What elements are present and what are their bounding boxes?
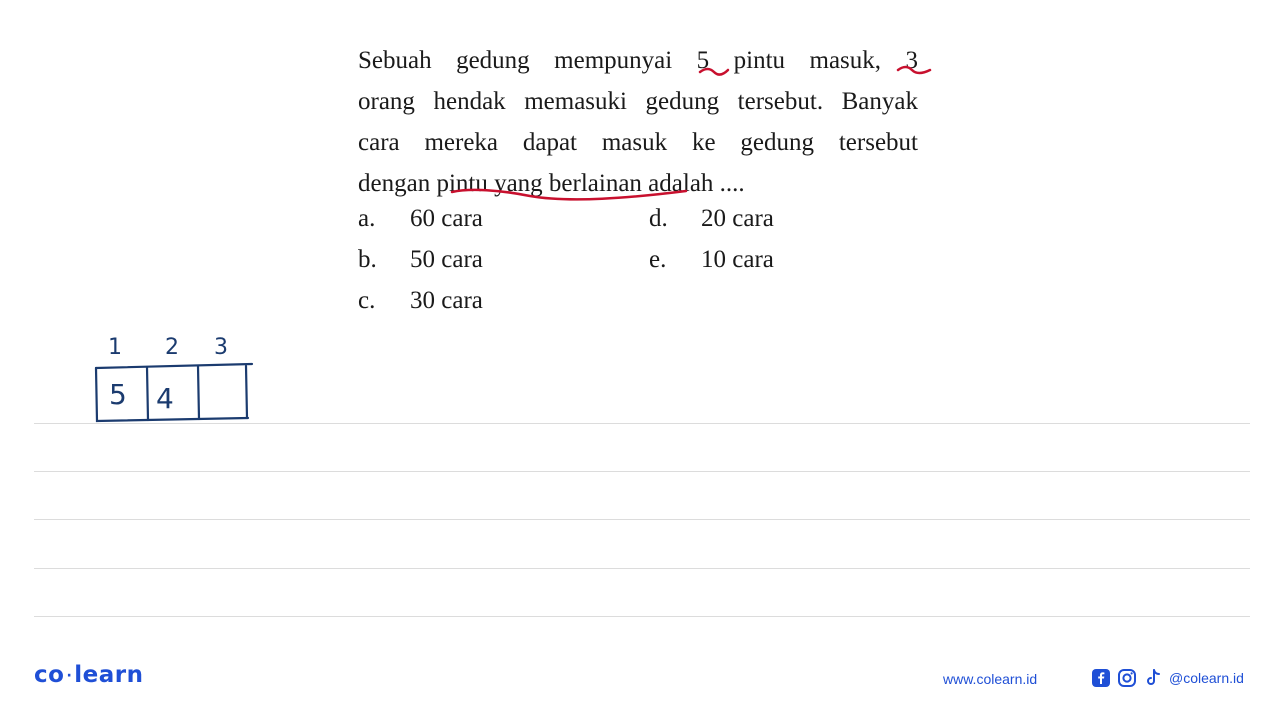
option-e[interactable] bbox=[649, 245, 774, 275]
ruled-line bbox=[34, 423, 1250, 424]
ruled-line bbox=[34, 568, 1250, 569]
ruled-line bbox=[34, 616, 1250, 617]
option-c[interactable] bbox=[358, 286, 483, 316]
option-e-letter: e. bbox=[649, 246, 667, 273]
question-line-1: Sebuah gedung mempunyai 5 pintu masuk, 3 bbox=[358, 47, 918, 74]
position-label-2: 2 bbox=[165, 335, 179, 360]
answer-boxes bbox=[96, 364, 252, 421]
facebook-icon[interactable] bbox=[1091, 668, 1111, 688]
instagram-icon[interactable] bbox=[1117, 668, 1137, 688]
question-line-4: dengan pintu yang berlainan adalah .... bbox=[358, 170, 745, 197]
question-line-2: orang hendak memasuki gedung tersebut. Banyak bbox=[358, 88, 918, 115]
option-d[interactable] bbox=[649, 204, 774, 234]
tiktok-icon[interactable] bbox=[1143, 668, 1163, 688]
website-link[interactable]: www.colearn.id bbox=[943, 671, 1038, 687]
social-handle[interactable]: @colearn.id bbox=[1169, 670, 1244, 686]
position-label-1: 1 bbox=[108, 335, 122, 360]
logo-learn: learn bbox=[74, 662, 144, 688]
option-e-text: 10 cara bbox=[701, 246, 774, 273]
option-d-letter: d. bbox=[649, 205, 668, 232]
position-label-3: 3 bbox=[214, 335, 228, 360]
option-b[interactable] bbox=[358, 245, 483, 275]
option-a-letter: a. bbox=[358, 205, 376, 232]
logo-co: co bbox=[34, 662, 65, 688]
option-b-letter: b. bbox=[358, 246, 377, 273]
option-c-letter: c. bbox=[358, 287, 376, 314]
question-text bbox=[358, 40, 918, 204]
question-line-3: cara mereka dapat masuk ke gedung tersebut bbox=[358, 129, 918, 156]
option-a-text: 60 cara bbox=[410, 205, 483, 232]
option-c-text: 30 cara bbox=[410, 287, 483, 314]
option-b-text: 50 cara bbox=[410, 246, 483, 273]
ruled-line bbox=[34, 519, 1250, 520]
box-value-1: 5 bbox=[109, 378, 127, 411]
option-d-text: 20 cara bbox=[701, 205, 774, 232]
ruled-line bbox=[34, 471, 1250, 472]
social-links bbox=[1091, 668, 1244, 688]
box-value-2: 4 bbox=[156, 382, 174, 415]
colearn-logo[interactable]: co ·learn bbox=[34, 662, 144, 688]
option-a[interactable] bbox=[358, 204, 483, 234]
